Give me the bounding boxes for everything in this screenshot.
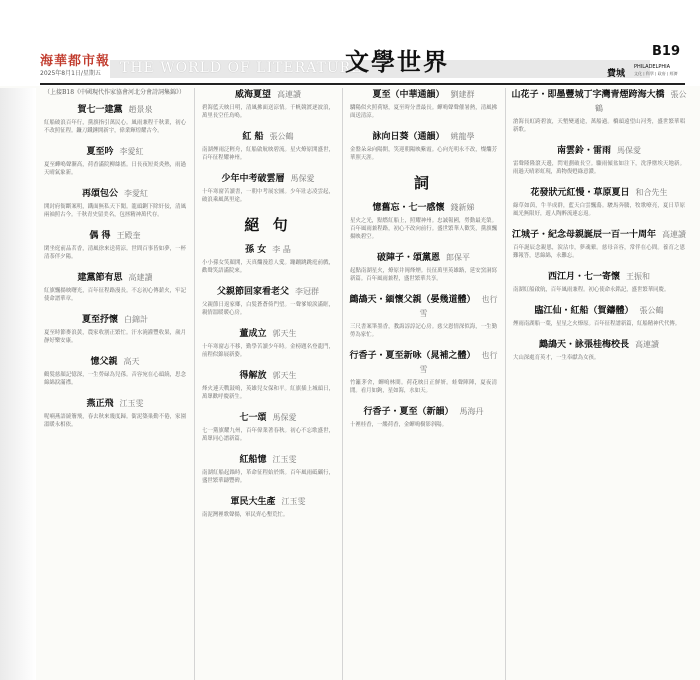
poem-body: 大山深處育英才，一生奉獻為女孩。 — [513, 355, 600, 361]
poem-author: 張公鶴 — [269, 132, 294, 141]
poem-title — [40, 103, 190, 117]
poem-body: 綠草如茵，牛羊成群，藍天白雲飄蕩。駿馬奔騰，牧歌嘹亮，夏日草原風光無限好，遊人陶醉流連忘返。 — [513, 203, 685, 217]
poem-title — [509, 144, 689, 158]
poem-title — [509, 338, 689, 352]
masthead — [0, 0, 700, 86]
column-divider — [194, 88, 195, 680]
poem-item — [40, 103, 190, 135]
poem-title — [40, 271, 190, 285]
poem-title — [40, 355, 190, 369]
poem-body: 紅旗飄揚映曙光，百年征程路漫長。不忘初心傳薪火，牢記使命譜華章。 — [44, 288, 186, 302]
column-divider — [505, 88, 506, 680]
section-title: 文學世界 — [345, 47, 449, 76]
poem-author: 劉建群 — [450, 90, 475, 99]
poem-title-text: 建黨節有思 — [77, 273, 123, 283]
poem-item — [509, 304, 689, 328]
poem-title-text: 威海夏望 — [234, 90, 271, 100]
poem-author: 馬保愛 — [617, 146, 641, 155]
poem-title-text: 軍民大生產 — [230, 497, 276, 507]
poem-author: 李冠群 — [295, 287, 319, 296]
poem-body: 滄海長虹跨碧波，天塹變通途，萬船過。橋頭遠望山河秀，盛世繁華唱新歌。 — [513, 119, 685, 133]
poem-title-text: 南雲鈴・雷雨 — [556, 146, 611, 156]
poem-author: 馬保愛 — [290, 174, 315, 183]
poem-author: 高連讀 — [635, 340, 659, 349]
poem-body: 驕陽似火照荷塘，夏至時分晝最長。蟬鳴聲聲催暑熱，清風拂面送清涼。 — [350, 105, 497, 119]
poem-title-text: 得解放 — [239, 371, 267, 381]
section-english: THE WORLD OF LITERATURE — [120, 60, 363, 76]
poem-title-text: 西江月・七一寄懷 — [547, 272, 620, 282]
poem-title — [346, 251, 501, 265]
poem-body: 百年誕辰念親恩，淚沾巾，夢魂縈。慈母音容，常伴在心間。養育之恩難報答，思綿綿，永難忘。 — [513, 245, 685, 259]
poem-item — [346, 251, 501, 283]
poem-title — [346, 130, 501, 144]
poem-body: 紅船破浪百年行，黨旗指引萬民心。風雨兼程千秋業，初心不改照征程。鐮刀鐵錘開新宇，偉業輝煌耀古今。 — [44, 120, 186, 134]
poem-title-text: 父親節回家看老父 — [216, 287, 289, 297]
section-heading: 絕 句 — [244, 216, 292, 234]
poem-item — [40, 229, 190, 261]
continued-note: （上接B18《中國現代作家協會河北分會詩詞集錦》） — [44, 89, 186, 96]
poem-title — [198, 285, 338, 299]
poem-title — [509, 270, 689, 284]
poem-author: 也行雪 — [419, 295, 498, 318]
poem-title-text: 紅 船 — [242, 132, 264, 142]
poem-author: 錢新娣 — [450, 203, 475, 212]
poem-body: 南泥灣裡歌聲揚，軍民齊心墾荒忙。 — [202, 512, 289, 518]
poem-item — [198, 327, 338, 359]
poem-body: 十年寒窗苦讀書，一朝中考展宏圖。少年壯志凌雲起，破浪乘風萬里途。 — [202, 189, 334, 203]
poem-item — [198, 495, 338, 519]
poem-item — [198, 243, 338, 275]
poem-author: 高天 — [123, 357, 140, 366]
poem-author: 馬海丹 — [459, 407, 484, 416]
poem-title — [40, 187, 190, 201]
poem-body: 開封府衙斷案明，鐵面無私天下聞。龍頭鍘下除奸佞，清風兩袖照古今。千秋青史留美名，包拯精神萬代存。 — [44, 204, 186, 218]
poem-item — [346, 130, 501, 162]
poem-title-text: 江城子・紀念母親誕辰一百一十周年 — [511, 230, 656, 240]
poem-title — [509, 228, 689, 242]
poem-body: 星火之光，點燃紅船上，照耀神州。忠誠報國，勞動最光榮。百年風雨兼程路，初心不改向前行。盛世繁華人歡笑，黨旗飄揚映碧空。 — [350, 218, 497, 240]
poem-title-text: 憶父親 — [90, 357, 118, 367]
poem-title-text: 行香子・夏至（新韻） — [363, 407, 454, 417]
poem-title — [346, 405, 501, 419]
poem-title — [346, 349, 501, 377]
poem-author: 郭天生 — [272, 371, 297, 380]
poem-title-text: 憶舊忘・七一感懷 — [372, 203, 445, 213]
poem-body: 南湖煙雨泛輕舟，紅船啟航映碧流。星火燎原開盛世，百年征程耀神州。 — [202, 147, 334, 161]
poem-title-text: 偶 得 — [89, 231, 111, 241]
poem-item — [198, 369, 338, 401]
poem-body: 金盤朵朵向陽開，笑迎朝陽映紫霞。心向光明永不改，燦爛芳華照天涯。 — [350, 147, 497, 161]
poem-author: 姚龍學 — [450, 132, 475, 141]
poem-author: 高建讀 — [128, 273, 153, 282]
poem-body: 三尺書案筆墨香，教誨諄諄記心房。慈父恩情深似海，一生勤勞為家忙。 — [350, 324, 497, 338]
poem-title-text: 花發狀元紅慢・草原夏日 — [530, 188, 630, 198]
poem-author: 白錦計 — [124, 315, 148, 324]
poem-title-text: 行香子・夏至新咏（晁補之體） — [349, 351, 476, 361]
poem-body: 鶴髮慈顏記憶深，一生勞碌為兒孫。音容宛在心頭繞，思念綿綿淚滿襟。 — [44, 372, 186, 386]
poem-item — [198, 285, 338, 317]
poem-title-text: 七一頌 — [239, 413, 267, 423]
poem-title — [346, 88, 501, 102]
poem-item — [509, 144, 689, 176]
poem-item — [346, 405, 501, 429]
poem-item — [509, 338, 689, 362]
poem-title — [40, 229, 190, 243]
poem-item — [198, 411, 338, 443]
poem-body: 夏至時節麥浪黃，農家收割正繁忙。汗水澆灌豐收果，歲月靜好樂安康。 — [44, 330, 186, 344]
poem-item — [198, 130, 338, 162]
poem-item — [509, 186, 689, 218]
poem-item — [198, 453, 338, 485]
poem-body: 烽火連天戰鼓鳴，英雄兒女保和平。紅旗插上城頭日，萬眾歡呼慶新生。 — [202, 386, 334, 400]
poem-item — [40, 271, 190, 303]
poem-item — [346, 293, 501, 339]
poem-title-text: 臨江仙・紅船（賀鑄體） — [534, 306, 634, 316]
poem-author: 郎保平 — [446, 253, 470, 262]
poem-body: 夏至蟬鳴聲漸高，荷香滿院柳絲搖。日長夜短炎炎熱，雨過天晴氣象新。 — [44, 162, 186, 176]
poem-item — [40, 145, 190, 177]
poem-body: 起點南湖星火，燎原井岡烽煙。長征萬里英雄路，延安窯洞寫新篇。百年風雨兼程，盛世繁華共享。 — [350, 268, 497, 282]
poem-body: 閑坐庭前品茗香，清風徐來送荷涼。世間百事皆如夢，一杯清茶伴夕陽。 — [44, 246, 186, 260]
poem-author: 高連讀 — [662, 230, 686, 239]
poem-author: 江玉雯 — [281, 497, 306, 506]
poem-title-text: 少年中考破雲層 — [221, 174, 285, 184]
poem-title-text: 鷓鴣天・緬懷父親（晏幾道體） — [349, 295, 476, 305]
poem-author: 張公鶴 — [639, 306, 664, 315]
poem-title — [198, 327, 338, 341]
poem-author: 王振和 — [626, 272, 650, 281]
column-2 — [198, 88, 338, 680]
poem-body: 碧海藍天映日明，清風拂面送涼情。千帆競渡逐波浪，萬里長空任鳥鳴。 — [202, 105, 334, 119]
poem-title — [198, 411, 338, 425]
poem-author: 李 晶 — [272, 245, 291, 254]
poem-item — [40, 187, 190, 219]
poem-title-text: 詠向日葵（通韻） — [372, 132, 445, 142]
poem-author: 張公鶴 — [595, 90, 687, 113]
poem-title-text: 夏至抒懷 — [81, 315, 118, 325]
poem-title — [509, 88, 689, 116]
poem-title — [40, 145, 190, 159]
poem-body: 竹籬茅舍，蟬鳴林間。荷花映日正鮮妍。蛙聲陣陣，夏夜清閒。看月如鉤，星如海，水如天。 — [350, 380, 497, 394]
city-tagline: 文化 | 科學 | 政府 | 經濟 — [634, 71, 678, 76]
poem-item — [346, 201, 501, 241]
poem-title-text: 山花子・即墨豐城丁字灣青煙跨海大橋 — [511, 90, 665, 100]
column-4 — [509, 88, 689, 680]
poem-title-text: 賀七一建黨 — [77, 105, 123, 115]
column-divider — [342, 88, 343, 680]
poem-body: 雷聲隆隆滾天邊，閃電劃破長空。驟雨傾盆如注下，洗淨塵埃天地新。雨過天晴彩虹現，萬物復甦綠意濃。 — [513, 161, 685, 175]
poem-author: 江玉雯 — [272, 455, 297, 464]
poem-item — [198, 172, 338, 204]
poem-author: 和合先生 — [635, 188, 668, 197]
poem-author: 高連讀 — [277, 90, 301, 99]
poem-title-text: 董成立 — [239, 329, 267, 339]
column-1 — [40, 88, 190, 680]
poem-body: 小小孫女笑顏開，天真爛漫惹人愛。蹦蹦跳跳庭前戲，歡聲笑語滿院來。 — [202, 260, 334, 274]
poem-title-text: 再頌包公 — [81, 189, 118, 199]
poem-title — [40, 397, 190, 411]
poem-item — [40, 355, 190, 387]
poem-title-text: 夏至吟 — [86, 147, 114, 157]
poem-item — [509, 228, 689, 260]
poem-item — [40, 313, 190, 345]
poem-author: 王殿奎 — [116, 231, 141, 240]
poem-title — [509, 304, 689, 318]
poem-item — [40, 397, 190, 429]
poem-body: 十裡桂香，一縷荷香，金蟬鳴樹影斜陽。 — [350, 422, 448, 428]
poem-author: 李愛紅 — [119, 147, 144, 156]
poem-title — [198, 495, 338, 509]
poem-title-text: 燕正飛 — [86, 399, 114, 409]
masthead-rule — [40, 83, 685, 85]
issue-date: 2025年8月1日/星期五 — [40, 70, 101, 77]
poem-title — [198, 88, 338, 102]
city-name: 費城 — [607, 69, 626, 79]
poem-title-text: 鷓鴣天・詠張桂梅校長 — [538, 340, 629, 350]
poem-author: 郭天生 — [272, 329, 297, 338]
poem-body: 呢喃燕語繞簷飛，春去秋來幾度歸。銜泥築巢勤不倦，家園溫暖永相依。 — [44, 414, 186, 428]
poem-body: 父親節日返家鄉，白髮蒼蒼倚門望。一聲爹娘淚滿眶，親情溫暖暖心房。 — [202, 302, 334, 316]
section-heading: 詞 — [413, 174, 433, 192]
page-number: B19 — [652, 44, 680, 59]
poem-author: 江玉雯 — [119, 399, 144, 408]
poem-title-text: 孫 女 — [245, 245, 267, 255]
column-3 — [346, 88, 501, 680]
poem-body: 南湖紅船啟航，百年風雨兼程。初心使命永銘記，盛世繁華同慶。 — [513, 287, 670, 293]
poem-item — [509, 88, 689, 134]
poem-item — [509, 270, 689, 294]
poem-title — [509, 186, 689, 200]
poem-title — [198, 453, 338, 467]
poem-body: 煙雨南湖船一葉，星星之火燎原。百年征程譜新篇，紅船精神代代傳。 — [513, 321, 681, 327]
poem-body: 十年寒窗志不移，勤學苦讀少年時。金榜題名登龍門，前程似錦展新姿。 — [202, 344, 334, 358]
poem-author: 馬保愛 — [272, 413, 297, 422]
poem-title — [198, 172, 338, 186]
poem-title-text: 夏至（中華通韻） — [372, 90, 445, 100]
page-gutter — [0, 88, 36, 680]
city-english: PHILADELPHIA — [634, 64, 671, 70]
poem-title — [198, 243, 338, 257]
poem-title — [40, 313, 190, 327]
poem-title — [198, 130, 338, 144]
paper-name: 海華都市報 — [40, 54, 111, 69]
poem-author: 趙景泉 — [128, 105, 153, 114]
poem-title — [346, 293, 501, 321]
poem-body: 南湖紅船起錨時，革命征程始於斯。百年風雨砥礪行，盛世繁華鑄豐碑。 — [202, 470, 334, 484]
poem-item — [198, 88, 338, 120]
poem-title-text: 紅船憶 — [239, 455, 267, 465]
poem-body: 七一黨旗耀九州，百年偉業著春秋。初心不忘歌盛世，萬眾同心譜新篇。 — [202, 428, 334, 442]
poem-author: 也行雪 — [419, 351, 498, 374]
poem-title — [198, 369, 338, 383]
poem-title — [346, 201, 501, 215]
poem-author: 李愛紅 — [124, 189, 148, 198]
poem-item — [346, 349, 501, 395]
poem-title-text: 破陣子・頌黨恩 — [376, 253, 440, 263]
poem-item — [346, 88, 501, 120]
